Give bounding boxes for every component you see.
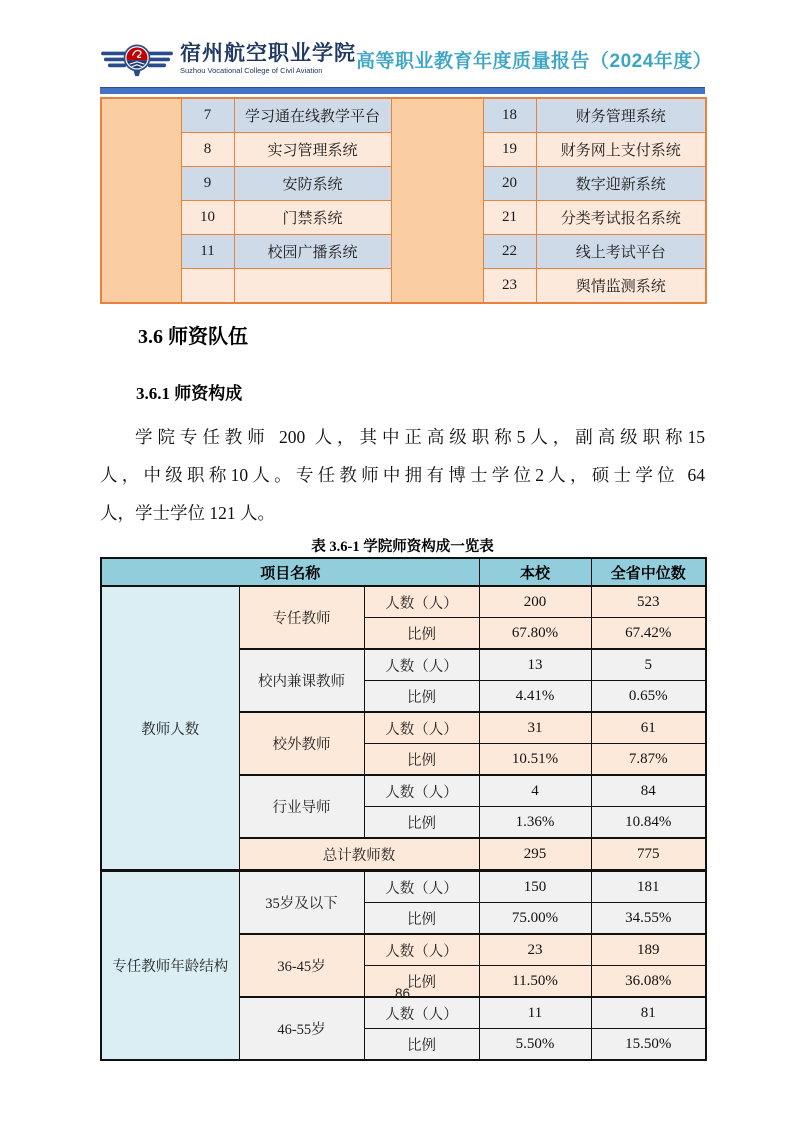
middle-spacer-cell [391,98,483,303]
campus-systems-table [100,97,707,304]
paragraph-line: 人，学士学位 121 人。 [100,503,275,523]
system-number-cell: 9 [181,167,234,201]
system-name-cell: 校园广播系统 [234,235,391,269]
total-label-cell: 总计教师数 [239,838,479,871]
metric-cell: 人数（人） [364,871,479,903]
category-cell: 教师人数 [101,586,239,871]
metric-cell: 比例 [364,903,479,935]
value-cell: 11 [479,997,591,1029]
value-cell: 10.84% [591,807,706,839]
table-caption: 表 3.6-1 学院师资构成一览表 [311,539,494,555]
value-cell: 5 [591,649,706,681]
system-name-cell: 数字迎新系统 [536,167,706,201]
value-cell: 75.00% [479,903,591,935]
value-cell: 523 [591,586,706,618]
system-name-cell: 财务管理系统 [536,98,706,133]
system-number-cell: 23 [483,269,536,304]
section-heading: 3.6 师资队伍 [138,326,248,348]
college-name-en: Suzhou Vocational College of Civil Aviation [180,66,323,76]
college-name-block [180,43,356,75]
system-name-cell [234,269,391,304]
value-cell: 13 [479,649,591,681]
subcategory-cell: 校外教师 [239,712,364,775]
system-name-cell: 安防系统 [234,167,391,201]
value-cell: 10.51% [479,744,591,776]
header-cell-school: 本校 [479,558,591,586]
metric-cell: 比例 [364,744,479,776]
value-cell: 7.87% [591,744,706,776]
system-name-cell: 门禁系统 [234,201,391,235]
value-cell: 5.50% [479,1029,591,1061]
table-row [101,871,706,903]
report-title: 高等职业教育年度质量报告（2024年度） [356,50,713,72]
staff-header-row [101,558,706,586]
value-cell: 181 [591,871,706,903]
subcategory-cell: 36-45岁 [239,934,364,997]
page-header [100,34,713,84]
body-paragraph [100,418,705,532]
system-number-cell: 19 [483,133,536,167]
value-cell: 11.50% [479,966,591,998]
system-number-cell: 11 [181,235,234,269]
metric-cell: 人数（人） [364,586,479,618]
subcategory-cell: 35岁及以下 [239,871,364,935]
subcategory-cell: 专任教师 [239,586,364,649]
value-cell: 4.41% [479,681,591,713]
metric-cell: 比例 [364,807,479,839]
metric-cell: 比例 [364,618,479,650]
system-number-cell [181,269,234,304]
system-number-cell: 18 [483,98,536,133]
metric-cell: 人数（人） [364,997,479,1029]
value-cell: 4 [479,775,591,807]
paragraph-line: 人，中级职称10人。专任教师中拥有博士学位2人，硕士学位 64 [100,465,705,485]
page-number: 86 [394,986,411,1001]
category-cell: 专任教师年龄结构 [101,871,239,1061]
value-cell: 84 [591,775,706,807]
value-cell: 150 [479,871,591,903]
value-cell: 67.42% [591,618,706,650]
value-cell: 67.80% [479,618,591,650]
college-logo-icon [100,35,174,83]
header-rule [100,87,705,94]
metric-cell: 比例 [364,681,479,713]
header-cell-province: 全省中位数 [591,558,706,586]
system-number-cell: 21 [483,201,536,235]
system-number-cell: 7 [181,98,234,133]
metric-cell: 人数（人） [364,775,479,807]
college-name: 宿州航空职业学院 [180,42,356,66]
header-cell-project: 项目名称 [101,558,479,586]
value-cell: 0.65% [591,681,706,713]
value-cell: 34.55% [591,903,706,935]
metric-cell: 人数（人） [364,649,479,681]
metric-cell: 人数（人） [364,934,479,966]
system-number-cell: 8 [181,133,234,167]
subcategory-cell: 46-55岁 [239,997,364,1060]
value-cell: 200 [479,586,591,618]
value-cell: 36.08% [591,966,706,998]
value-cell: 61 [591,712,706,744]
metric-cell: 比例 [364,966,479,998]
system-number-cell: 10 [181,201,234,235]
subsection-heading: 3.6.1 师资构成 [136,384,243,403]
system-name-cell: 财务网上支付系统 [536,133,706,167]
table-row [101,586,706,618]
system-name-cell: 舆情监测系统 [536,269,706,304]
value-cell: 775 [591,838,706,871]
value-cell: 1.36% [479,807,591,839]
subcategory-cell: 行业导师 [239,775,364,838]
system-number-cell: 22 [483,235,536,269]
paragraph-line: 学院专任教师 200 人，其中正高级职称5人，副高级职称15 [135,427,705,447]
metric-cell: 人数（人） [364,712,479,744]
system-name-cell: 分类考试报名系统 [536,201,706,235]
system-name-cell: 学习通在线教学平台 [234,98,391,133]
value-cell: 295 [479,838,591,871]
value-cell: 189 [591,934,706,966]
metric-cell: 比例 [364,1029,479,1061]
value-cell: 31 [479,712,591,744]
system-number-cell: 20 [483,167,536,201]
value-cell: 15.50% [591,1029,706,1061]
value-cell: 81 [591,997,706,1029]
left-spacer-cell [101,98,181,303]
subcategory-cell: 校内兼课教师 [239,649,364,712]
value-cell: 23 [479,934,591,966]
systems-row [101,98,706,133]
system-name-cell: 实习管理系统 [234,133,391,167]
system-name-cell: 线上考试平台 [536,235,706,269]
